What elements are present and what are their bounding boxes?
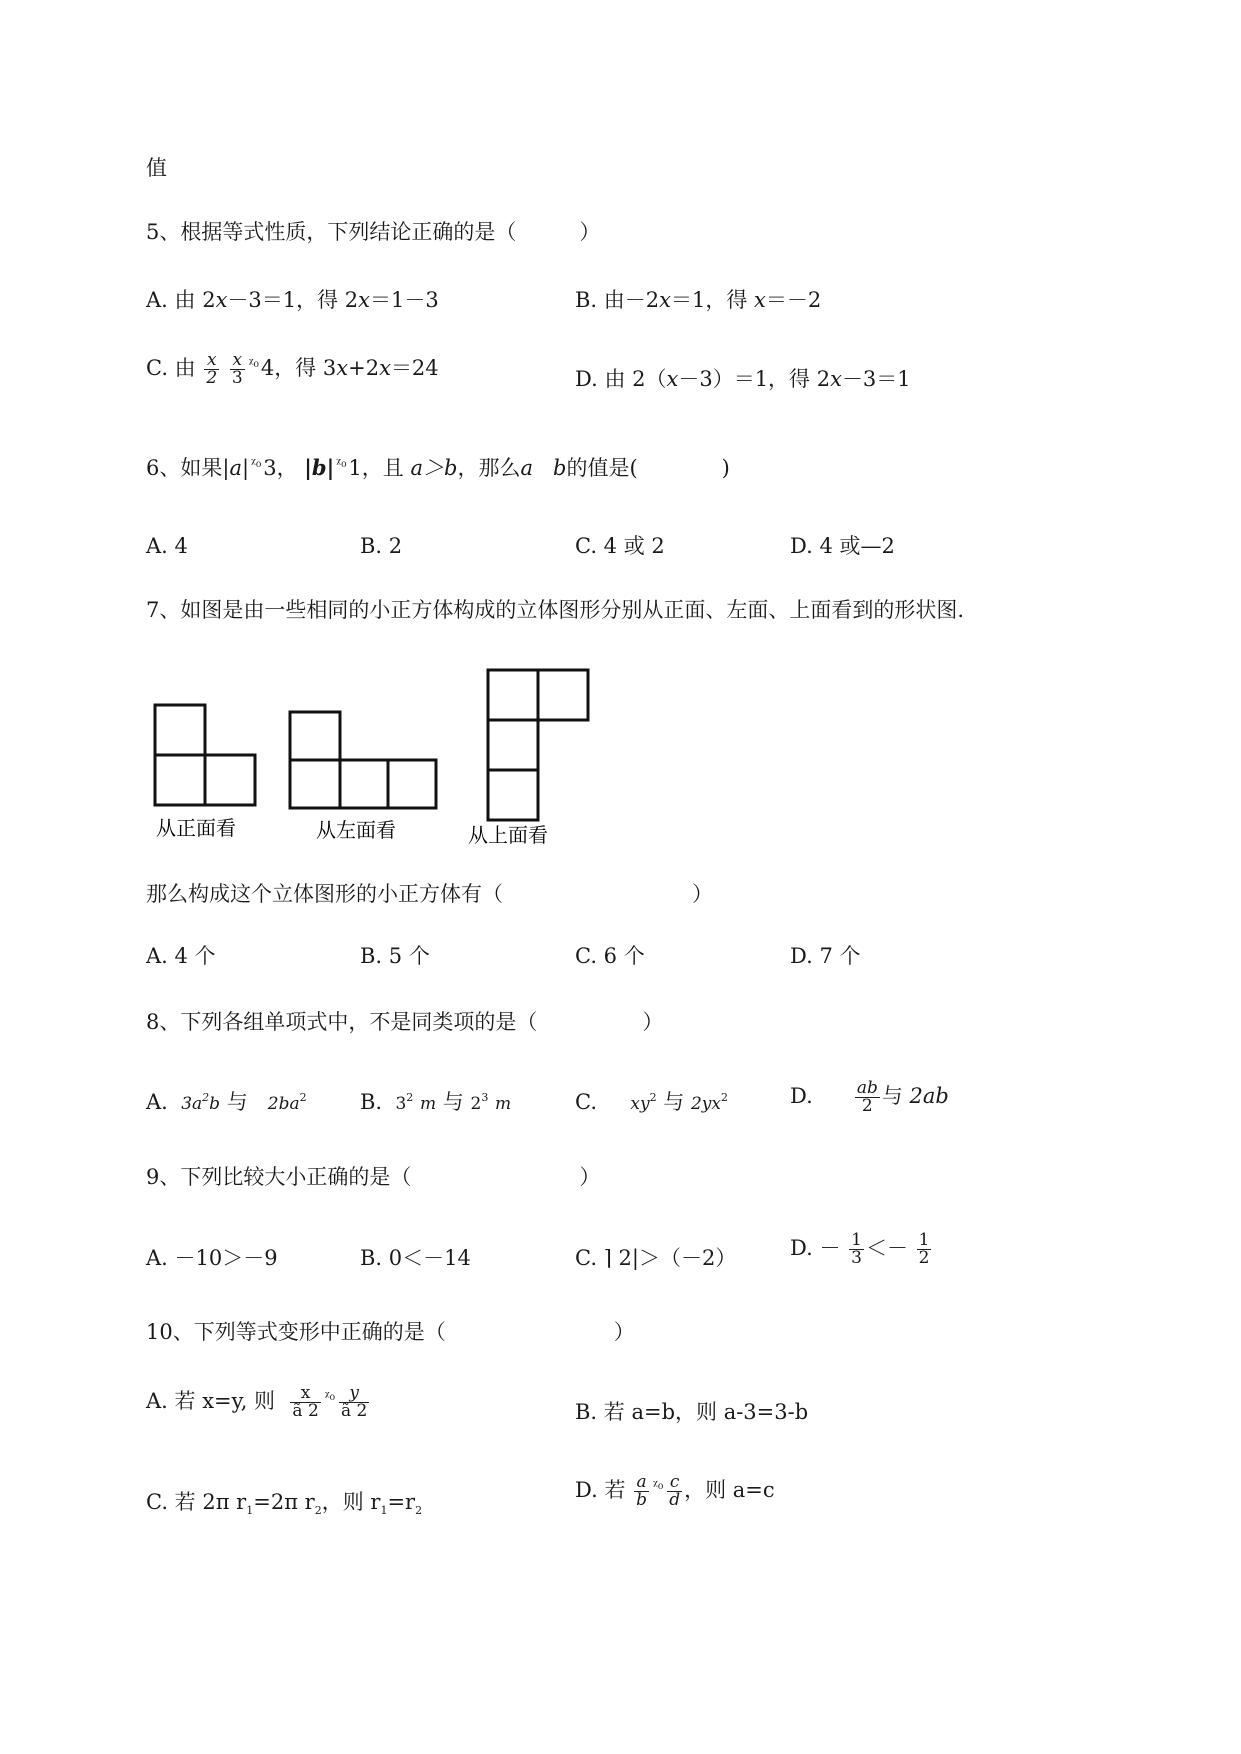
- garbled-symbol: ᵡ₀: [336, 456, 347, 471]
- q6-option-c[interactable]: C. 4 或 2: [575, 534, 665, 558]
- continuation-text: 值: [146, 156, 167, 180]
- fraction: $\frac{x}{3}$: [231, 350, 243, 388]
- q7-option-b[interactable]: B. 5 个: [360, 944, 430, 968]
- q10-option-c[interactable]: C. 若 2π $r_1=2\pi$ $r_2$，则 $r_1=r_2$: [146, 1490, 423, 1518]
- q6-option-a[interactable]: A. 4: [146, 534, 188, 558]
- q6-option-d[interactable]: D. 4 或—2: [790, 534, 895, 558]
- front-view-caption: 从正面看: [156, 816, 236, 840]
- q5-option-d[interactable]: D. 由 2（x－3）＝1，得 2x－3＝1: [575, 367, 911, 391]
- q7-figure: [150, 660, 610, 860]
- q7-follow: 那么构成这个立体图形的小正方体有（ ）: [146, 882, 713, 906]
- fraction: $\frac{x}{2}$: [206, 350, 218, 388]
- q7-option-d[interactable]: D. 7 个: [790, 944, 861, 968]
- q5-option-a[interactable]: A. 由 2x－3＝1，得 2x＝1－3: [146, 288, 439, 312]
- left-view: [290, 712, 436, 808]
- q6-option-b[interactable]: B. 2: [360, 534, 403, 558]
- q10-option-b[interactable]: B. 若 a=b，则 a-3=3-b: [575, 1400, 809, 1424]
- q7-stem: 7、如图是由一些相同的小正方体构成的立体图形分别从正面、左面、上面看到的形状图.: [146, 598, 965, 622]
- q9-option-c[interactable]: C. ⌉ 2|＞（－2）: [575, 1246, 737, 1270]
- q7-option-a[interactable]: A. 4 个: [146, 944, 216, 968]
- q6-stem: 6、如果|a| $^{ᵡ_0}$3， |b| $^{ᵡ_0}$1，且 a＞b，那么a b的值是( ): [146, 455, 730, 480]
- garbled-symbol: ᵡ₀: [324, 1389, 335, 1404]
- q7-option-c[interactable]: C. 6 个: [575, 944, 645, 968]
- q8-option-d[interactable]: D. $\frac{ab}{2}$ 与 2ab: [790, 1078, 949, 1116]
- q8-option-c[interactable]: C. $xy^2$ 与 $2yx^2$: [575, 1090, 728, 1114]
- q10-stem: 10、下列等式变形中正确的是（ ）: [146, 1320, 635, 1344]
- q9-option-d[interactable]: D. － $\frac{1}{3}$ ＜－ $\frac{1}{2}$: [790, 1230, 930, 1268]
- q10-option-a[interactable]: A. 若 x=y, 则 $\frac{x}{ã 2}$ $^{ᵡ_0}$ $\frac{y}{ã 2}$: [146, 1383, 368, 1421]
- left-view-caption: 从左面看: [316, 818, 396, 842]
- fraction: $\frac{c}{d}$: [669, 1472, 681, 1510]
- q5-stem: 5、根据等式性质，下列结论正确的是（ ）: [146, 220, 601, 244]
- q9-option-a[interactable]: A. －10＞－9: [146, 1246, 278, 1270]
- top-view-caption: 从上面看: [468, 823, 548, 847]
- q8-stem: 8、下列各组单项式中，不是同类项的是（ ）: [146, 1010, 664, 1034]
- q10-option-d[interactable]: D. 若 $\frac{a}{b}$ $^{ᵡ_0}$ $\frac{c}{d}$ ，则 a=c: [575, 1472, 775, 1510]
- q9-option-b[interactable]: B. 0＜－14: [360, 1246, 471, 1270]
- q9-stem: 9、下列比较大小正确的是（ ）: [146, 1165, 601, 1189]
- garbled-symbol: ᵡ₀: [653, 1478, 664, 1493]
- q5-option-c[interactable]: C. 由 $\frac{x}{2}$ $\frac{x}{3}$ $^{ᵡ_0}$4，得 3x+2x＝24: [146, 350, 439, 388]
- q5-option-b[interactable]: B. 由－2x＝1，得 x＝－2: [575, 288, 822, 312]
- top-view: [488, 670, 588, 820]
- garbled-symbol: ᵡ₀: [248, 356, 259, 371]
- front-view: [155, 705, 255, 805]
- q8-option-a[interactable]: A. $3a^2b$ 与 $2ba^2$: [146, 1090, 307, 1114]
- q8-option-b[interactable]: B. $3^2$ m 与 $2^3$ m: [360, 1090, 512, 1114]
- garbled-symbol: ᵡ₀: [251, 456, 262, 471]
- fraction: $\frac{1}{3}$: [851, 1230, 862, 1268]
- fraction: $\frac{y}{ã 2}$: [340, 1383, 368, 1421]
- fraction: $\frac{1}{2}$: [918, 1230, 930, 1268]
- fraction: $\frac{x}{ã 2}$: [292, 1383, 319, 1421]
- fraction: $\frac{ab}{2}$: [856, 1078, 878, 1116]
- fraction: $\frac{a}{b}$: [636, 1472, 648, 1510]
